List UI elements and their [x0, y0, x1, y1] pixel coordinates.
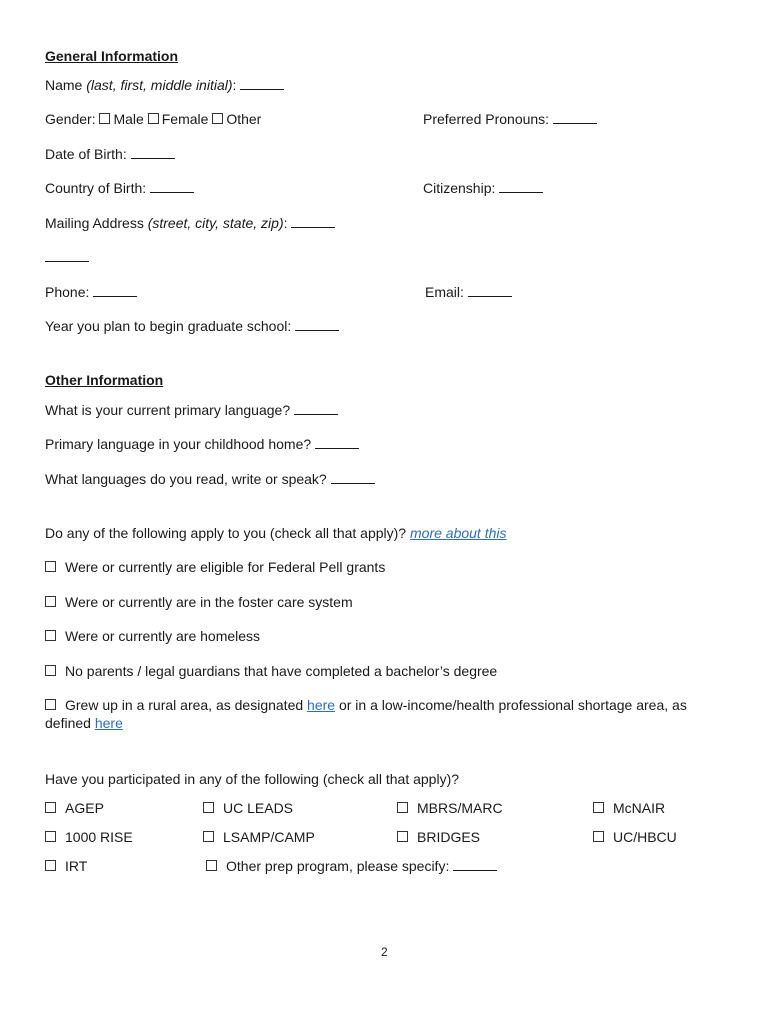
general-info-heading: General Information	[45, 48, 179, 64]
pronouns-row	[423, 110, 597, 128]
gender-label: Gender:	[45, 111, 96, 127]
grad-year-row	[45, 317, 339, 335]
country-input[interactable]	[150, 180, 194, 193]
email-label: Email:	[425, 284, 464, 300]
dob-label: Date of Birth:	[45, 146, 127, 162]
address-input[interactable]	[291, 215, 335, 228]
homeless-checkbox[interactable]	[45, 630, 56, 641]
name-hint: (last, first, middle initial)	[86, 77, 233, 93]
address-line2-row	[45, 248, 89, 266]
name-field-row	[45, 76, 284, 94]
other-info-heading: Other Information	[45, 372, 164, 388]
childhood-language-row	[45, 435, 359, 453]
uc-leads-checkbox[interactable]	[203, 802, 214, 813]
languages-label: What languages do you read, write or speak?	[45, 471, 327, 487]
pronouns-label: Preferred Pronouns:	[423, 111, 550, 127]
phone-row	[45, 283, 137, 301]
program-lsamp-camp	[203, 828, 315, 846]
address-line2-input[interactable]	[45, 249, 89, 262]
gender-other-label: Other	[226, 111, 262, 127]
bridges-label: BRIDGES	[417, 829, 481, 845]
country-label: Country of Birth:	[45, 180, 147, 196]
primary-language-label: What is your current primary language?	[45, 402, 291, 418]
page-number: 2	[381, 945, 388, 959]
irt-label: IRT	[65, 858, 88, 874]
address-row	[45, 214, 335, 232]
primary-language-row	[45, 401, 338, 419]
apply-item-foster	[45, 593, 353, 611]
irt-checkbox[interactable]	[45, 860, 56, 871]
gender-male-label: Male	[113, 111, 144, 127]
address-colon: :	[283, 215, 288, 231]
pronouns-input[interactable]	[553, 111, 597, 124]
shortage-here-link[interactable]: here	[94, 715, 123, 731]
program-1000-rise	[45, 828, 133, 846]
address-hint: (street, city, state, zip)	[147, 215, 284, 231]
dob-input[interactable]	[131, 146, 175, 159]
program-irt	[45, 857, 87, 875]
homeless-label: Were or currently are homeless	[65, 628, 261, 644]
mbrs-marc-label: MBRS/MARC	[417, 800, 503, 816]
lsamp-camp-label: LSAMP/CAMP	[223, 829, 315, 845]
bridges-checkbox[interactable]	[397, 831, 408, 842]
apply-question: Do any of the following apply to you (check all that apply)?	[45, 525, 407, 541]
phone-input[interactable]	[93, 284, 137, 297]
other-program-label: Other prep program, please specify:	[226, 858, 450, 874]
more-about-this-link[interactable]: more about this	[410, 525, 507, 541]
languages-row	[45, 470, 375, 488]
other-program-input[interactable]	[453, 858, 497, 871]
name-label: Name	[45, 77, 83, 93]
phone-label: Phone:	[45, 284, 90, 300]
gender-male-checkbox[interactable]	[99, 113, 110, 124]
uc-hbcu-label: UC/HBCU	[613, 829, 677, 845]
foster-checkbox[interactable]	[45, 596, 56, 607]
apply-item-pell	[45, 558, 385, 576]
rural-label-part1: Grew up in a rural area, as designated	[65, 697, 304, 713]
name-input[interactable]	[240, 77, 284, 90]
childhood-language-input[interactable]	[315, 436, 359, 449]
email-input[interactable]	[468, 284, 512, 297]
apply-item-first-gen	[45, 662, 497, 680]
program-agep	[45, 799, 104, 817]
first-gen-checkbox[interactable]	[45, 665, 56, 676]
rural-here-link[interactable]: here	[307, 697, 336, 713]
foster-label: Were or currently are in the foster care system	[65, 594, 353, 610]
rise-label: 1000 RISE	[65, 829, 133, 845]
programs-question: Have you participated in any of the following (check all that apply)?	[45, 771, 460, 787]
rural-label-part2: or in a low-income/health professional shortage area, as defined	[45, 697, 687, 731]
other-program-checkbox[interactable]	[206, 860, 217, 871]
first-gen-label: No parents / legal guardians that have completed a bachelor’s degree	[65, 663, 498, 679]
gender-row	[45, 110, 261, 128]
program-bridges	[397, 828, 480, 846]
citizenship-input[interactable]	[499, 180, 543, 193]
address-label: Mailing Address	[45, 215, 144, 231]
apply-item-rural	[45, 696, 735, 732]
gender-female-checkbox[interactable]	[148, 113, 159, 124]
program-other	[206, 857, 497, 875]
country-row	[45, 179, 194, 197]
program-mcnair	[593, 799, 665, 817]
agep-checkbox[interactable]	[45, 802, 56, 813]
program-mbrs-marc	[397, 799, 503, 817]
citizenship-label: Citizenship:	[423, 180, 496, 196]
gender-female-label: Female	[161, 111, 209, 127]
pell-label: Were or currently are eligible for Federal Pell grants	[65, 559, 386, 575]
apply-question-row	[45, 524, 507, 542]
rural-checkbox[interactable]	[45, 699, 56, 710]
childhood-language-label: Primary language in your childhood home?	[45, 436, 312, 452]
program-uc-hbcu	[593, 828, 677, 846]
mcnair-label: McNAIR	[613, 800, 666, 816]
gender-other-checkbox[interactable]	[212, 113, 223, 124]
lsamp-camp-checkbox[interactable]	[203, 831, 214, 842]
email-row	[425, 283, 512, 301]
grad-year-label: Year you plan to begin graduate school:	[45, 318, 292, 334]
languages-input[interactable]	[331, 471, 375, 484]
uc-hbcu-checkbox[interactable]	[593, 831, 604, 842]
rise-checkbox[interactable]	[45, 831, 56, 842]
dob-row	[45, 145, 175, 163]
program-uc-leads	[203, 799, 293, 817]
name-colon: :	[232, 77, 237, 93]
apply-item-homeless	[45, 627, 260, 645]
uc-leads-label: UC LEADS	[223, 800, 294, 816]
grad-year-input[interactable]	[295, 318, 339, 331]
citizenship-row	[423, 179, 543, 197]
mcnair-checkbox[interactable]	[593, 802, 604, 813]
primary-language-input[interactable]	[294, 402, 338, 415]
mbrs-marc-checkbox[interactable]	[397, 802, 408, 813]
pell-checkbox[interactable]	[45, 561, 56, 572]
agep-label: AGEP	[65, 800, 104, 816]
